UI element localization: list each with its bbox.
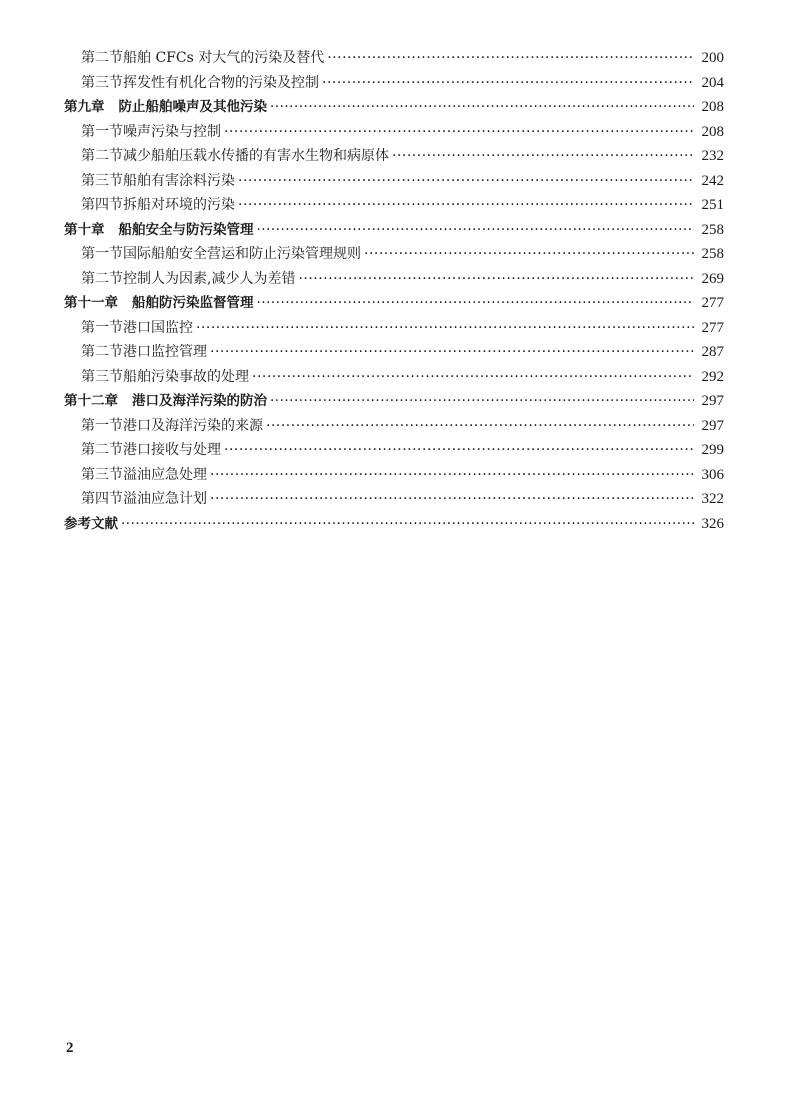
dot-leader [224,120,694,145]
toc-chapter-number: 第九章 [64,99,105,115]
toc-entry-title: 减少船舶压载水传播的有害水生物和病原体 [123,148,389,164]
toc-entry [64,316,724,341]
dot-leader [238,193,694,218]
toc-entry-number: 第一节 [81,417,123,434]
toc-entry-page: 297 [701,417,724,434]
dot-leader [224,438,694,463]
toc-chapter-page: 258 [701,221,724,238]
toc-references-page: 326 [701,515,724,532]
toc-entry-title: 挥发性有机化合物的污染及控制 [123,74,319,91]
toc-entry-number: 第二节 [81,148,123,164]
toc-entry [64,169,724,194]
toc-entry-number: 第二节 [81,442,123,458]
dot-leader [210,487,694,512]
toc-entry-page: 242 [701,172,724,189]
toc-entry-title: 拆船对环境的污染 [123,197,235,213]
toc-chapter-page: 297 [701,393,724,409]
page-number: 2 [66,1040,74,1056]
dot-leader [322,71,694,96]
toc-entry-title: 控制人为因素,减少人为差错 [123,270,296,287]
dot-leader [196,316,694,341]
toc-entry-page: 251 [701,197,724,213]
toc-references [64,512,724,537]
toc-entry-number: 第一节 [81,319,123,336]
toc-entry-title: 噪声污染与控制 [123,123,221,140]
dot-leader [327,46,694,71]
toc-entry-page: 232 [701,148,724,164]
toc-entry-page: 258 [701,246,724,262]
toc-references-title: 参考文献 [64,515,118,532]
toc-entry-page: 306 [701,466,724,483]
toc-entry-page: 287 [701,344,724,360]
toc-entry [64,120,724,145]
dot-leader [121,512,694,537]
toc-chapter-title: 船舶安全与防污染管理 [118,221,254,238]
toc-entry [64,193,724,218]
toc-entry-number: 第二节 [81,270,123,287]
toc-entry-title: 船舶 CFCs 对大气的污染及替代 [123,50,325,66]
toc-entry-number: 第四节 [81,197,123,213]
toc-entry-title: 溢油应急计划 [123,491,207,507]
toc-entry-title: 港口接收与处理 [123,442,221,458]
dot-leader [257,218,695,243]
toc-chapter-number: 第十二章 [64,393,118,409]
toc-entry-title: 港口及海洋污染的来源 [123,417,263,434]
dot-leader [238,169,694,194]
dot-leader [252,365,694,390]
toc-entry-page: 208 [701,123,724,140]
toc-entry-page: 299 [701,442,724,458]
toc-entry-number: 第三节 [81,368,123,385]
toc-entry-page: 322 [701,491,724,507]
toc-chapter [64,95,724,120]
toc-entry [64,414,724,439]
toc-entry-number: 第一节 [81,246,123,262]
toc-chapter-title: 防止船舶噪声及其他污染 [118,99,267,115]
toc-entry-number: 第四节 [81,491,123,507]
toc-entry [64,487,724,512]
toc-entry-number: 第三节 [81,74,123,91]
toc-entry-page: 277 [701,319,724,336]
toc-entry-title: 国际船舶安全营运和防止污染管理规则 [123,246,361,262]
toc-entry-title: 船舶有害涂料污染 [123,172,235,189]
toc-chapter-page: 277 [701,295,724,311]
toc-chapter-number: 第十章 [64,221,105,238]
dot-leader [270,95,694,120]
toc-entry-page: 204 [701,74,724,91]
table-of-contents [64,46,724,536]
dot-leader [210,340,694,365]
toc-entry-title: 船舶污染事故的处理 [123,368,249,385]
toc-chapter-title: 船舶防污染监督管理 [132,295,254,311]
toc-entry-number: 第三节 [81,466,123,483]
toc-entry-title: 港口国监控 [123,319,193,336]
toc-entry-page: 200 [701,50,724,66]
toc-entry [64,463,724,488]
dot-leader [364,242,694,267]
dot-leader [298,267,694,292]
toc-chapter [64,389,724,414]
toc-entry [64,267,724,292]
toc-entry [64,144,724,169]
toc-entry-number: 第二节 [81,344,123,360]
toc-entry-title: 港口监控管理 [123,344,207,360]
toc-entry-page: 269 [701,270,724,287]
dot-leader [392,144,694,169]
toc-entry [64,71,724,96]
toc-chapter [64,291,724,316]
toc-entry-number: 第三节 [81,172,123,189]
dot-leader [270,389,694,414]
toc-entry [64,438,724,463]
toc-chapter [64,218,724,243]
toc-entry-number: 第一节 [81,123,123,140]
toc-chapter-number: 第十一章 [64,295,118,311]
toc-entry-number: 第二节 [81,50,123,66]
toc-entry [64,46,724,71]
dot-leader [257,291,695,316]
dot-leader [266,414,694,439]
toc-entry [64,242,724,267]
toc-entry [64,340,724,365]
toc-chapter-title: 港口及海洋污染的防治 [132,393,267,409]
toc-entry-title: 溢油应急处理 [123,466,207,483]
toc-chapter-page: 208 [701,99,724,115]
dot-leader [210,463,694,488]
toc-entry [64,365,724,390]
toc-entry-page: 292 [701,368,724,385]
